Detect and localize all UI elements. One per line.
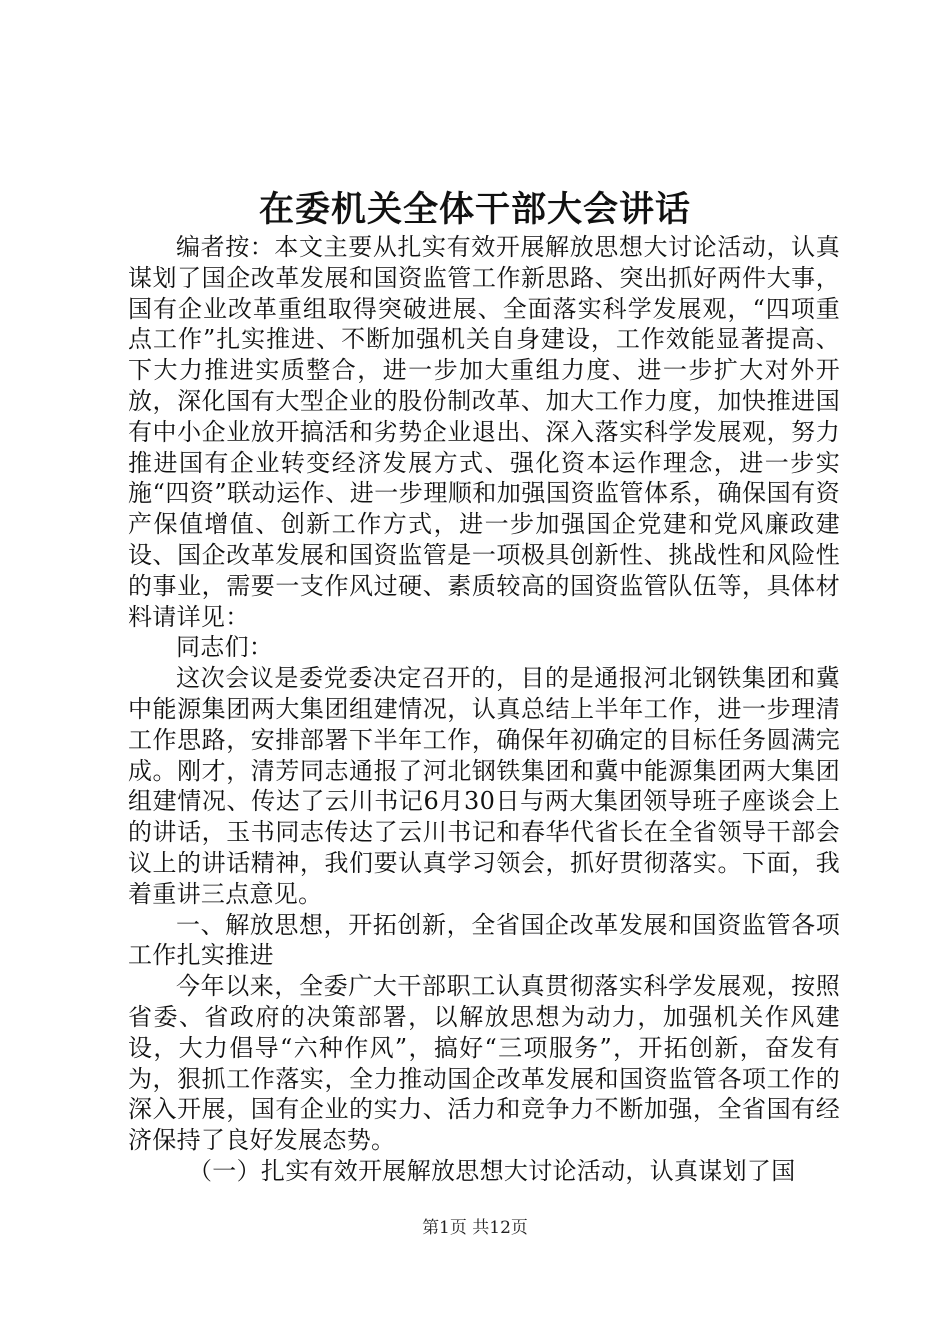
- document-title: 在委机关全体干部大会讲话: [258, 189, 691, 230]
- section-heading: 一、解放思想，开拓创新，全省国企改革发展和国资监管各项工作扎实推进: [128, 910, 840, 970]
- subsection-heading: （一）扎实有效开展解放思想大讨论活动，认真谋划了国: [188, 1156, 796, 1185]
- body-paragraph: 今年以来，全委广大干部职工认真贯彻落实科学发展观，按照省委、省政府的决策部署，以解放思想为动力，加强机关作风建设，大力倡导“六种作风”，搞好“三项服务”，开拓创新，奋发有为，狠抓工作落实，全力推动国企改革发展和国资监管各项工作的深入开展，国有企业的实力、活力和竞争力不断加强，全省国有经济保持了良好发展态势。: [128, 972, 840, 1155]
- document-body: [128, 232, 840, 1187]
- salutation-paragraph: 同志们：: [176, 633, 274, 662]
- editor-note-paragraph: 编者按：本文主要从扎实有效开展解放思想大讨论活动，认真谋划了国企改革发展和国资监管工作新思路、突出抓好两件大事，国有企业改革重组取得突破进展、全面落实科学发展观，“四项重点工作”扎实推进、不断加强机关自身建设，工作效能显著提高、下大力推进实质整合，进一步加大重组力度、进一步扩大对外开放，深化国有大型企业的股份制改革、加大工作力度，加快推进国有中小企业放开搞活和劣势企业退出、深入落实科学发展观，努力推进国有企业转变经济发展方式、强化资本运作理念，进一步实施“四资”联动运作、进一步理顺和加强国资监管体系，确保国有资产保值增值、创新工作方式，进一步加强国企党建和党风廉政建设、国企改革发展和国资监管是一项极具创新性、挑战性和风险性的事业，需要一支作风过硬、素质较高的国资监管队伍等，具体材料请详见：: [128, 233, 840, 631]
- page-number-footer: 第1页 共12页: [422, 1218, 528, 1238]
- body-paragraph: 这次会议是委党委决定召开的，目的是通报河北钢铁集团和冀中能源集团两大集团组建情况，认真总结上半年工作，进一步理清工作思路，安排部署下半年工作，确保年初确定的目标任务圆满完成。刚才，清芳同志通报了河北钢铁集团和冀中能源集团两大集团组建情况、传达了云川书记6月30日与两大集团领导班子座谈会上的讲话，玉书同志传达了云川书记和春华代省长在全省领导干部会议上的讲话精神，我们要认真学习领会，抓好贯彻落实。下面，我着重讲三点意见。: [128, 664, 840, 908]
